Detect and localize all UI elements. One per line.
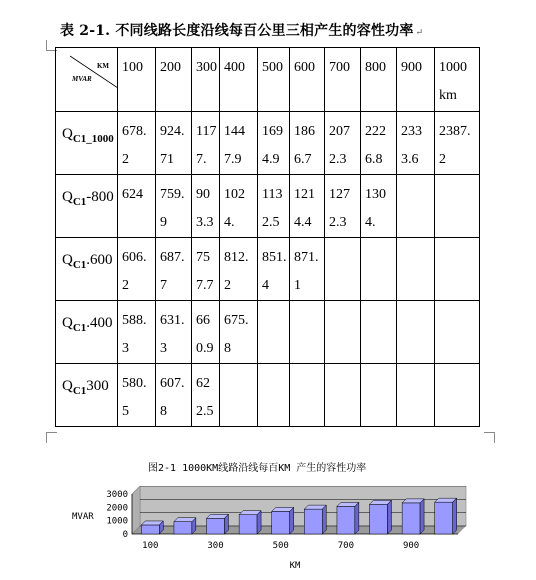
cell-value: 606.2 [122, 250, 147, 293]
cell-value: 2387.2 [439, 124, 471, 167]
table-cell [361, 301, 397, 364]
table-cell [290, 175, 325, 238]
table-row [56, 175, 480, 238]
table-cell [325, 364, 361, 427]
table-cell [220, 301, 258, 364]
table-cell [258, 301, 290, 364]
x-axis-title: KM [289, 561, 301, 571]
table-cell [325, 301, 361, 364]
cell-value: 812.2 [224, 250, 249, 293]
table-cell [192, 301, 220, 364]
column-header-text: 700 [329, 60, 350, 75]
table-cell [156, 238, 192, 301]
return-mark: ↵ [415, 28, 424, 38]
cell-value: 903.3 [196, 187, 214, 230]
table-cell [361, 238, 397, 301]
table-cell [118, 112, 156, 175]
table-cell [118, 364, 156, 427]
caption-text: 表 2-1. 不同线路长度沿线每百公里三相产生的容性功率 [60, 23, 414, 39]
cell-value: 1214.4 [294, 187, 315, 230]
bar [141, 525, 159, 534]
table-cell [325, 238, 361, 301]
cell-value: 2072.3 [329, 124, 350, 167]
cell-value: 580.5 [122, 376, 147, 419]
table-cell [258, 112, 290, 175]
cell-value: 1024. [224, 187, 245, 230]
table-cell [258, 238, 290, 301]
table-cell [258, 364, 290, 427]
bar [272, 511, 290, 534]
cell-value: 757.7 [196, 250, 214, 293]
header-km-label: KM [96, 62, 109, 70]
table-cell [397, 301, 435, 364]
table-row [56, 364, 480, 427]
table-cell [220, 112, 258, 175]
y-tick-label: 2000 [106, 503, 128, 514]
column-header-text: 1000 km [439, 60, 467, 103]
cell-value: 2333.6 [401, 124, 422, 167]
crop-mark-bottom-right [484, 432, 495, 443]
table-cell [258, 175, 290, 238]
bar [370, 504, 388, 534]
cell-value: 624 [122, 187, 143, 202]
table-cell [192, 112, 220, 175]
chart-svg [60, 486, 530, 576]
figure-title: 图2-1 1000KM线路沿线每百KM 产生的容性功率 [148, 463, 367, 474]
cell-value: 1866.7 [294, 124, 315, 167]
table-cell [361, 112, 397, 175]
cell-value: 1177. [196, 124, 217, 167]
cell-value: 678.2 [122, 124, 147, 167]
cell-value: 607.8 [160, 376, 185, 419]
cell-value: 631.3 [160, 313, 185, 356]
bar-side [355, 502, 359, 534]
table-cell [220, 364, 258, 427]
row-label: $Q_{C1}.400$ [56, 301, 118, 364]
bar-side [420, 499, 424, 534]
table-cell [361, 364, 397, 427]
table-caption [60, 20, 530, 40]
table-cell [397, 175, 435, 238]
cell-value: 660.9 [196, 313, 214, 356]
table-cell [118, 238, 156, 301]
table-cell [220, 238, 258, 301]
table-cell [192, 238, 220, 301]
column-header-text: 900 [401, 60, 422, 75]
column-header-10 [435, 48, 480, 112]
capacitive-power-table [55, 47, 480, 427]
bar [207, 518, 225, 534]
bar [402, 503, 420, 534]
table-cell [435, 364, 480, 427]
x-tick-label: 300 [207, 541, 224, 551]
cell-value: 851.4 [262, 250, 287, 293]
table-cell [435, 301, 480, 364]
bar [174, 522, 192, 534]
table-cell [325, 175, 361, 238]
y-tick-label: 0 [122, 530, 128, 540]
x-tick-label: 700 [337, 541, 355, 551]
cell-value: 1694.9 [262, 124, 283, 167]
bar-side [387, 500, 391, 534]
crop-mark-bottom-left [46, 432, 57, 443]
cell-value: 675.8 [224, 313, 249, 356]
table-cell [118, 175, 156, 238]
bar [239, 515, 257, 534]
table-cell [397, 112, 435, 175]
row-label: $Q_{C1\_1000}$ [56, 112, 118, 175]
corner-header-cell [56, 48, 118, 112]
table-cell [156, 364, 192, 427]
column-header-7 [325, 48, 361, 112]
cell-value: 1132.5 [262, 187, 283, 230]
table-header-row [56, 48, 480, 112]
bar [304, 509, 322, 534]
column-header-text: 200 [160, 60, 181, 75]
table-cell [397, 238, 435, 301]
column-header-4 [220, 48, 258, 112]
row-label: $Q_{C1}300$ [56, 364, 118, 427]
cell-value: 2226.8 [365, 124, 386, 167]
row-label: $Q_{C1}.600$ [56, 238, 118, 301]
bar [435, 502, 453, 534]
table-row [56, 301, 480, 364]
cell-value: 1304. [365, 187, 386, 230]
x-tick-label: 100 [142, 541, 159, 551]
table-cell [290, 364, 325, 427]
column-header-8 [361, 48, 397, 112]
column-header-text: 800 [365, 60, 386, 75]
table-cell [220, 175, 258, 238]
cell-value: 588.3 [122, 313, 147, 356]
bar-side [290, 507, 294, 534]
bar-side [453, 498, 457, 534]
cell-value: 622.5 [196, 376, 214, 419]
bar-side [257, 511, 261, 534]
cell-value: 759.9 [160, 187, 185, 230]
column-header-text: 500 [262, 60, 283, 75]
cell-value: 687.7 [160, 250, 185, 293]
table-cell [397, 364, 435, 427]
table-cell [290, 238, 325, 301]
column-header-1 [118, 48, 156, 112]
table-cell [156, 301, 192, 364]
table-row [56, 238, 480, 301]
table-cell [118, 301, 156, 364]
table-cell [435, 238, 480, 301]
table-cell [325, 112, 361, 175]
cell-value: 924.71 [160, 124, 185, 167]
cell-value: 1447.9 [224, 124, 245, 167]
column-header-6 [290, 48, 325, 112]
table-cell [361, 175, 397, 238]
column-header-3 [192, 48, 220, 112]
table-cell [290, 112, 325, 175]
table-cell [435, 112, 480, 175]
table-row [56, 112, 480, 175]
column-header-text: 600 [294, 60, 315, 75]
y-axis-title: MVAR [72, 512, 94, 522]
column-header-text: 100 [122, 60, 143, 75]
table-cell [435, 175, 480, 238]
column-header-text: 400 [224, 60, 245, 75]
table-cell [192, 364, 220, 427]
y-tick-label: 3000 [106, 490, 128, 500]
cell-value: 871.1 [294, 250, 319, 293]
x-tick-label: 900 [402, 541, 420, 551]
cell-value: 1272.3 [329, 187, 350, 230]
bar [337, 506, 355, 534]
x-tick-label: 500 [272, 541, 289, 551]
table-cell [156, 175, 192, 238]
column-header-5 [258, 48, 290, 112]
row-label: $Q_{C1}-800$ [56, 175, 118, 238]
column-header-2 [156, 48, 192, 112]
column-header-9 [397, 48, 435, 112]
column-header-text: 300 [196, 60, 217, 75]
bar-side [322, 505, 326, 534]
plot-side-wall [132, 486, 140, 534]
capacitive-power-chart [60, 486, 530, 576]
y-tick-label: 1000 [106, 516, 128, 527]
table-cell [290, 301, 325, 364]
table-cell [192, 175, 220, 238]
header-mvar-label: MVAR [72, 75, 92, 83]
table-cell [156, 112, 192, 175]
